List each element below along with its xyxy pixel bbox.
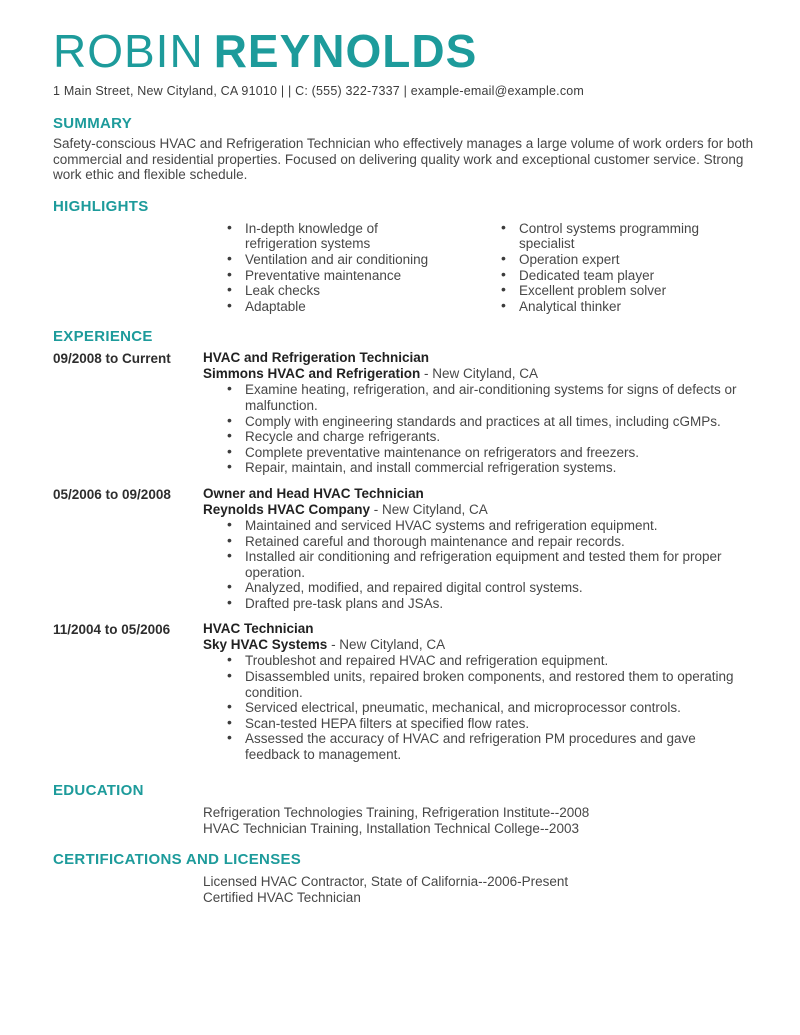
- education-line: Refrigeration Technologies Training, Refrigeration Institute--2008: [203, 804, 590, 820]
- highlights-columns: [225, 221, 770, 315]
- job-company-line: [203, 502, 770, 518]
- job-bullet: • Complete preventative maintenance on refrigerators and freezers.: [225, 445, 753, 461]
- job-entry: [53, 621, 770, 762]
- summary-heading: SUMMARY: [53, 115, 133, 132]
- job-bullet: • Recycle and charge refrigerants.: [225, 429, 753, 445]
- job-entry: [53, 350, 770, 476]
- job-body: [203, 621, 770, 762]
- job-bullet: • Comply with engineering standards and practices at all times, including cGMPs.: [225, 414, 753, 430]
- certification-line: Certified HVAC Technician: [203, 889, 361, 905]
- summary-text: Safety-conscious HVAC and Refrigeration Technician who effectively manages a large volume of work orders for both commercial and residential properties. Focused on delivering quality work and exceptional customer service. Strong work ethic and flexible schedule.: [53, 136, 754, 183]
- section-certifications: [53, 851, 770, 906]
- resume-header: [53, 25, 770, 98]
- highlight-item: • Preventative maintenance: [225, 268, 447, 284]
- highlight-item: • Ventilation and air conditioning: [225, 252, 447, 268]
- job-location: - New Cityland, CA: [420, 366, 539, 382]
- education-line: HVAC Technician Training, Installation Technical College--2003: [203, 820, 579, 836]
- highlights-column-left: [225, 221, 447, 315]
- contact-line: 1 Main Street, New Cityland, CA 91010 | | C: (555) 322-7337 | example-email@example.com: [53, 84, 585, 98]
- certifications-heading: CERTIFICATIONS AND LICENSES: [53, 850, 302, 868]
- job-dates: 09/2008 to Current: [53, 351, 171, 367]
- job-dates: 11/2004 to 05/2006: [53, 622, 171, 638]
- job-bullet: • Serviced electrical, pneumatic, mechanical, and microprocessor controls.: [225, 700, 753, 716]
- highlights-heading: HIGHLIGHTS: [53, 197, 149, 215]
- job-company: Sky HVAC Systems: [203, 637, 328, 653]
- job-body: [203, 350, 770, 476]
- highlight-item: • Operation expert: [499, 252, 739, 268]
- job-bullet-list: [225, 382, 753, 476]
- job-bullet-list: [225, 653, 753, 762]
- job-entry: [53, 486, 770, 612]
- job-bullet: • Installed air conditioning and refrigeration equipment and tested them for proper operation.: [225, 549, 753, 580]
- candidate-name: [53, 25, 770, 77]
- job-bullet: • Retained careful and thorough maintenance and repair records.: [225, 534, 753, 550]
- section-summary: [53, 115, 770, 183]
- certification-line: Licensed HVAC Contractor, State of California--2006-Present: [203, 873, 569, 889]
- job-location: - New Cityland, CA: [327, 637, 446, 653]
- job-bullet-list: [225, 518, 753, 612]
- job-bullet: • Assessed the accuracy of HVAC and refrigeration PM procedures and gave feedback to management.: [225, 731, 753, 762]
- education-heading: EDUCATION: [53, 781, 144, 799]
- job-company: Reynolds HVAC Company: [203, 501, 371, 517]
- job-bullet: • Drafted pre-task plans and JSAs.: [225, 596, 753, 612]
- education-lines: [203, 805, 770, 837]
- job-title: HVAC Technician: [203, 621, 314, 637]
- experience-heading: EXPERIENCE: [53, 328, 153, 346]
- job-body: [203, 486, 770, 612]
- job-title: HVAC and Refrigeration Technician: [203, 350, 430, 366]
- candidate-last-name: REYNOLDS: [213, 25, 478, 77]
- job-bullet: • Scan-tested HEPA filters at specified flow rates.: [225, 716, 753, 732]
- job-bullet: • Examine heating, refrigeration, and air-conditioning systems for signs of defects or malfunction.: [225, 382, 753, 413]
- job-location: - New Cityland, CA: [370, 501, 488, 517]
- highlight-item: • Dedicated team player: [499, 268, 739, 284]
- job-bullet: • Repair, maintain, and install commercial refrigeration systems.: [225, 460, 753, 476]
- job-dates: 05/2006 to 09/2008: [53, 486, 171, 502]
- job-company-line: [203, 366, 770, 382]
- job-bullet: • Maintained and serviced HVAC systems and refrigeration equipment.: [225, 518, 753, 534]
- highlight-item: • Excellent problem solver: [499, 283, 739, 299]
- highlight-item: • Control systems programming specialist: [499, 221, 739, 252]
- job-bullet: • Analyzed, modified, and repaired digital control systems.: [225, 580, 753, 596]
- section-experience: [53, 328, 770, 762]
- section-education: [53, 782, 770, 837]
- job-title: Owner and Head HVAC Technician: [203, 485, 424, 501]
- certification-lines: [203, 874, 770, 906]
- candidate-first-name: ROBIN: [53, 25, 204, 77]
- highlight-item: • Adaptable: [225, 299, 447, 315]
- highlight-item: • Leak checks: [225, 283, 447, 299]
- job-bullet: • Disassembled units, repaired broken components, and restored them to operating condition.: [225, 669, 753, 700]
- section-highlights: [53, 198, 770, 315]
- highlight-item: • Analytical thinker: [499, 299, 739, 315]
- job-bullet: • Troubleshot and repaired HVAC and refrigeration equipment.: [225, 653, 753, 669]
- job-company-line: [203, 637, 770, 653]
- job-company: Simmons HVAC and Refrigeration: [203, 366, 421, 382]
- highlights-column-right: [499, 221, 739, 315]
- highlight-item: • In-depth knowledge of refrigeration systems: [225, 221, 447, 252]
